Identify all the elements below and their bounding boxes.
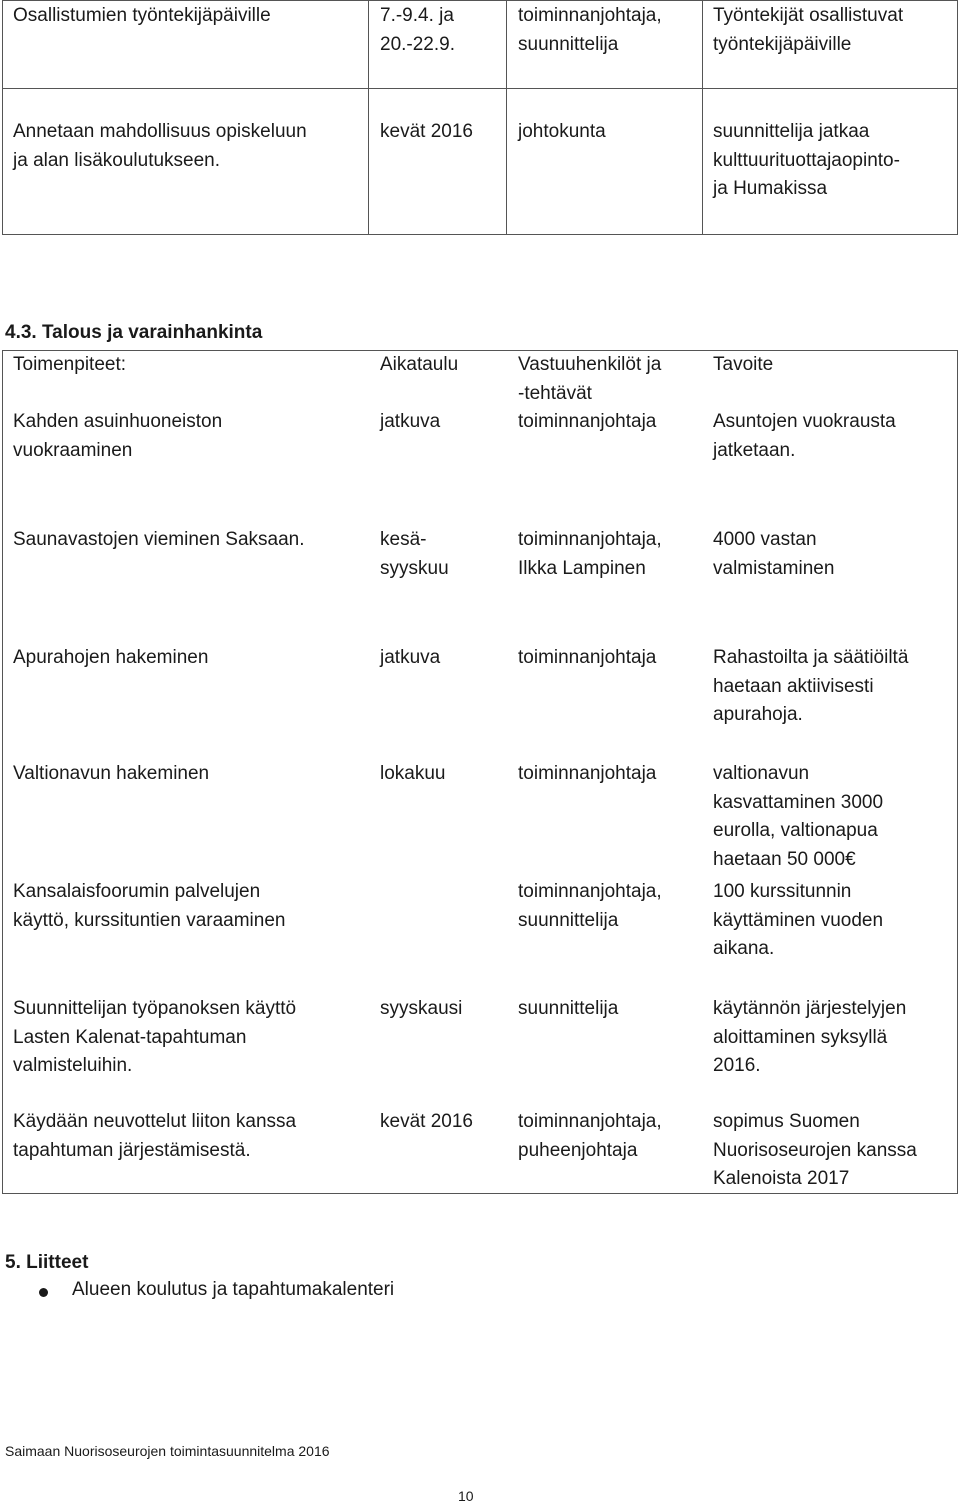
- table-divider: [368, 0, 369, 235]
- table-cell-goal: 4000 vastan valmistaminen: [713, 529, 835, 579]
- table-cell-goal: suunnittelija jatkaa kulttuurituottajaopinto- ja Humakissa: [713, 121, 900, 199]
- table-cell-responsible: toiminnanjohtaja: [518, 763, 657, 784]
- table-divider: [702, 0, 703, 235]
- table-border: [2, 234, 958, 235]
- table-cell-responsible: toiminnanjohtaja, suunnittelija: [518, 881, 662, 931]
- table-cell-schedule: kesä- syyskuu: [380, 529, 449, 579]
- table-cell-goal: 100 kurssitunnin käyttäminen vuoden aikana.: [713, 881, 884, 959]
- bullet-icon: [39, 1288, 48, 1297]
- table-cell-schedule: lokakuu: [380, 763, 446, 784]
- table-cell-goal: Työntekijät osallistuvat työntekijäpäiville: [713, 5, 904, 55]
- table-cell-goal: valtionavun kasvattaminen 3000 eurolla, valtionapua haetaan 50 000€: [713, 763, 884, 870]
- column-header-action: Toimenpiteet:: [13, 354, 127, 375]
- table-cell-action: Apurahojen hakeminen: [13, 647, 209, 668]
- table-cell-action: Saunavastojen vieminen Saksaan.: [13, 529, 305, 550]
- page-number: 10: [458, 1488, 474, 1504]
- table-border: [957, 0, 958, 235]
- table-cell-responsible: johtokunta: [518, 121, 606, 142]
- table-border: [2, 0, 958, 1]
- column-header-responsible: Vastuuhenkilöt ja -tehtävät: [518, 354, 662, 404]
- table-cell-schedule: kevät 2016: [380, 121, 473, 142]
- table-cell-responsible: toiminnanjohtaja: [518, 647, 657, 668]
- table-cell-responsible: toiminnanjohtaja, suunnittelija: [518, 5, 662, 55]
- table-cell-responsible: toiminnanjohtaja: [518, 411, 657, 432]
- table-border: [2, 350, 3, 1194]
- table-cell-schedule: kevät 2016: [380, 1111, 473, 1132]
- table-cell-action: Annetaan mahdollisuus opiskeluun ja alan lisäkoulutukseen.: [13, 121, 307, 171]
- table-cell-goal: sopimus Suomen Nuorisoseurojen kanssa Kalenoista 2017: [713, 1111, 917, 1189]
- table-cell-schedule: syyskausi: [380, 998, 463, 1019]
- column-header-schedule: Aikataulu: [380, 354, 459, 375]
- table-cell-action: Valtionavun hakeminen: [13, 763, 210, 784]
- table-cell-action: Kansalaisfoorumin palvelujen käyttö, kurssituntien varaaminen: [13, 881, 286, 931]
- table-cell-responsible: toiminnanjohtaja, Ilkka Lampinen: [518, 529, 662, 579]
- table-cell-goal: Rahastoilta ja säätiöiltä haetaan aktiivisesti apurahoja.: [713, 647, 909, 725]
- page-footer: Saimaan Nuorisoseurojen toimintasuunnitelma 2016: [5, 1443, 330, 1459]
- table-cell-schedule: jatkuva: [380, 411, 441, 432]
- table-cell-goal: Asuntojen vuokrausta jatketaan.: [713, 411, 896, 461]
- table-cell-schedule: jatkuva: [380, 647, 441, 668]
- column-header-goal: Tavoite: [713, 354, 774, 375]
- section-heading: 5. Liitteet: [5, 1252, 89, 1273]
- list-item: Alueen koulutus ja tapahtumakalenteri: [72, 1279, 395, 1300]
- table-cell-responsible: suunnittelija: [518, 998, 619, 1019]
- table-cell-schedule: 7.-9.4. ja 20.-22.9.: [380, 5, 455, 55]
- table-divider: [2, 88, 958, 89]
- section-heading: 4.3. Talous ja varainhankinta: [5, 322, 263, 343]
- table-divider: [506, 0, 507, 235]
- table-cell-action: Kahden asuinhuoneiston vuokraaminen: [13, 411, 223, 461]
- table-border: [957, 350, 958, 1194]
- table-cell-action: Käydään neuvottelut liiton kanssa tapahtuman järjestämisestä.: [13, 1111, 297, 1161]
- table-cell-goal: käytännön järjestelyjen aloittaminen syksyllä 2016.: [713, 998, 907, 1076]
- table-cell-action: Suunnittelijan työpanoksen käyttö Lasten Kalenat-tapahtuman valmisteluihin.: [13, 998, 297, 1076]
- table-cell-action: Osallistumien työntekijäpäiville: [13, 5, 271, 26]
- table-border: [2, 0, 3, 235]
- table-cell-responsible: toiminnanjohtaja, puheenjohtaja: [518, 1111, 662, 1161]
- table-border: [2, 350, 958, 351]
